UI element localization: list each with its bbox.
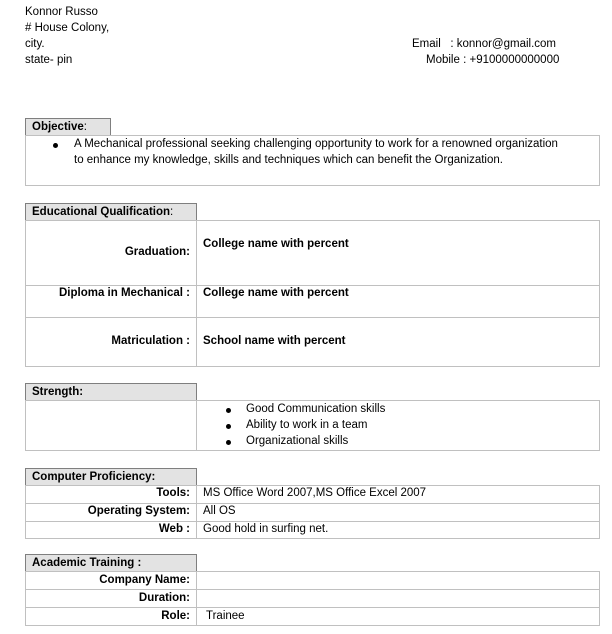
education-label-matriculation: Matriculation : — [111, 335, 190, 347]
row-divider — [25, 607, 600, 608]
computer-label-os: Operating System: — [87, 505, 190, 517]
objective-heading-text: Objective — [32, 121, 84, 133]
email-label: Email — [412, 38, 441, 50]
strength-item: Ability to work in a team — [246, 419, 368, 431]
row-divider — [25, 521, 600, 522]
training-label-duration: Duration: — [138, 592, 190, 604]
mobile-row — [426, 54, 559, 66]
email-separator: : — [450, 38, 454, 50]
strength-column-divider — [196, 400, 197, 451]
mobile-separator: : — [463, 54, 467, 66]
email-row — [412, 38, 556, 50]
bullet-icon — [226, 408, 231, 413]
computer-value-os: All OS — [203, 505, 236, 517]
computer-label-web: Web : — [158, 523, 190, 535]
education-value-matriculation: School name with percent — [203, 335, 346, 347]
email-value[interactable]: konnor@gmail.com — [456, 38, 557, 50]
education-heading-colon: : — [170, 206, 174, 218]
computer-column-divider — [196, 485, 197, 539]
contact-name: Konnor Russo — [25, 6, 98, 18]
education-value-graduation: College name with percent — [203, 238, 349, 250]
education-heading — [25, 203, 197, 221]
row-divider — [25, 589, 600, 590]
bullet-icon — [226, 424, 231, 429]
education-heading-text: Educational Qualification — [32, 206, 171, 218]
training-heading: Academic Training : — [25, 554, 197, 572]
education-column-divider — [196, 220, 197, 367]
row-divider — [25, 285, 600, 286]
strength-heading: Strength: — [25, 383, 197, 401]
strength-item: Organizational skills — [246, 435, 349, 447]
bullet-icon — [53, 143, 58, 148]
computer-label-tools: Tools: — [156, 487, 190, 499]
address-city: city. — [25, 38, 45, 50]
objective-heading-colon: : — [83, 121, 87, 133]
mobile-label: Mobile — [426, 54, 460, 66]
training-label-company: Company Name: — [99, 574, 190, 586]
objective-text-line2: to enhance my knowledge, skills and techniques which can benefit the Organization. — [74, 154, 503, 166]
row-divider — [25, 317, 600, 318]
objective-text-line1: A Mechanical professional seeking challenging opportunity to work for a renowned organization — [74, 138, 558, 150]
education-label-diploma: Diploma in Mechanical : — [59, 287, 190, 299]
computer-heading: Computer Proficiency: — [25, 468, 197, 486]
mobile-value: +9100000000000 — [469, 54, 560, 66]
training-column-divider — [196, 571, 197, 626]
bullet-icon — [226, 440, 231, 445]
address-state-pin: state- pin — [25, 54, 73, 66]
objective-heading — [25, 118, 111, 136]
row-divider — [25, 503, 600, 504]
training-label-role: Role: — [161, 610, 190, 622]
training-value-role: Trainee — [206, 610, 245, 622]
address-line: # House Colony, — [25, 22, 110, 34]
education-value-diploma: College name with percent — [203, 287, 349, 299]
strength-item: Good Communication skills — [246, 403, 386, 415]
education-label-graduation: Graduation: — [124, 246, 190, 258]
computer-value-web: Good hold in surfing net. — [203, 523, 329, 535]
computer-value-tools: MS Office Word 2007,MS Office Excel 2007 — [203, 487, 427, 499]
